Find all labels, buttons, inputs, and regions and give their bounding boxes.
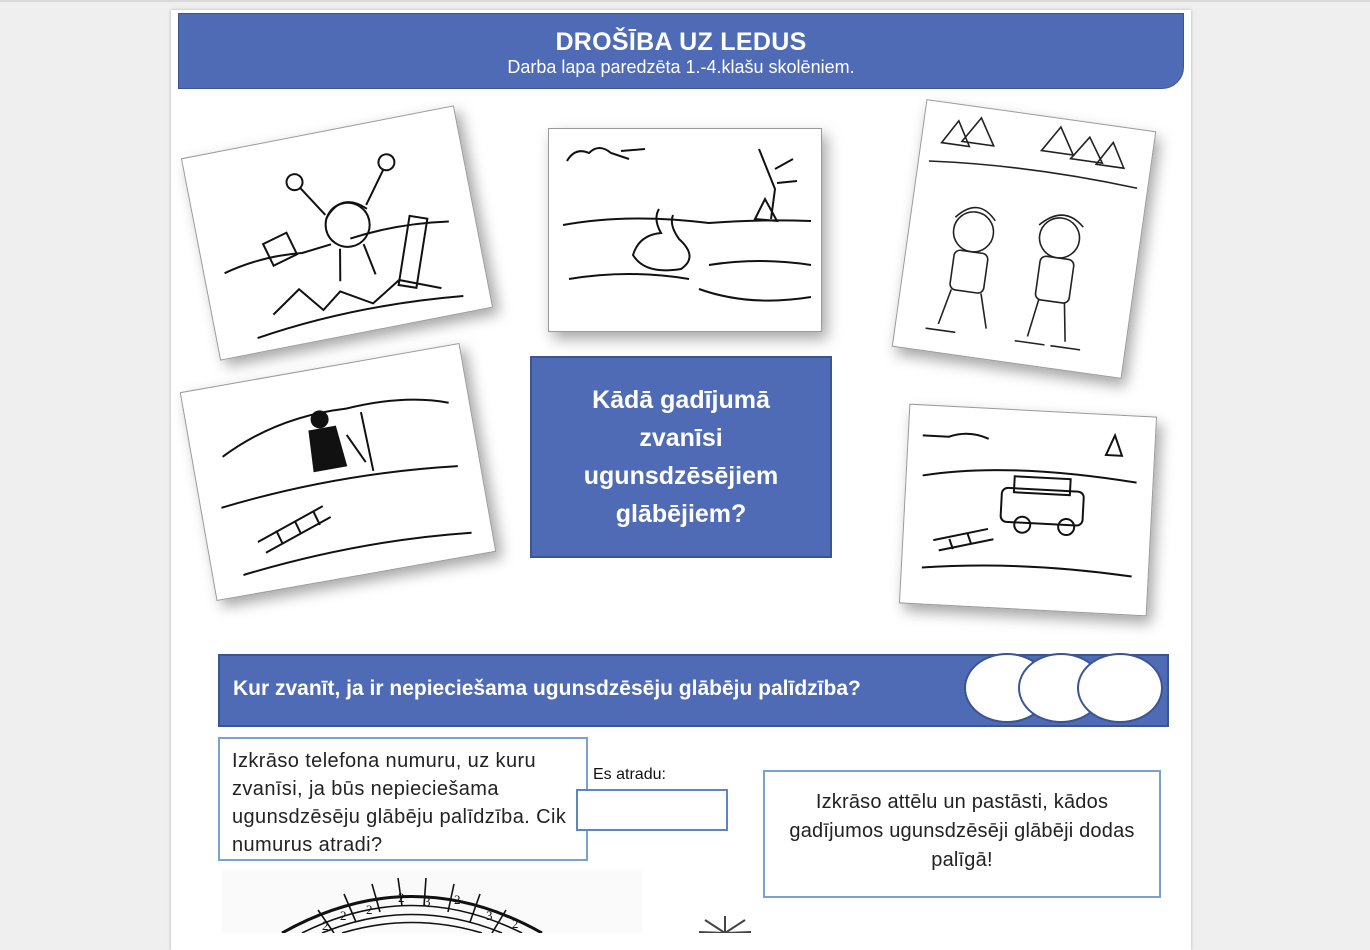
worksheet-subtitle: Darba lapa paredzēta 1.-4.klašu skolēniem. bbox=[507, 57, 855, 77]
mosaic-digit: 2 bbox=[398, 890, 405, 905]
picture-skating-children bbox=[892, 99, 1157, 379]
mosaic-digit: 2 bbox=[340, 908, 347, 923]
picture-swan-lake bbox=[548, 128, 822, 332]
where-to-call-banner bbox=[218, 654, 1169, 727]
color-picture-task: Izkrāso attēlu un pastāsti, kādos gadījumos ugunsdzēsēji glābēji dodas palīgā! bbox=[763, 770, 1161, 898]
mosaic-digit: 2 bbox=[322, 918, 329, 933]
worksheet-title: DROŠĪBA UZ LEDUS bbox=[555, 28, 807, 56]
picture-car-on-ice bbox=[899, 404, 1157, 617]
number-mosaic-puzzle bbox=[222, 870, 642, 933]
mosaic-digit: 3 bbox=[486, 908, 493, 923]
window-top-border bbox=[0, 0, 1370, 2]
worksheet-header bbox=[178, 13, 1184, 89]
mosaic-digit: 2 bbox=[454, 892, 461, 907]
mosaic-digit: 2 bbox=[512, 916, 519, 931]
where-to-call-text: Kur zvanīt, ja ir nepieciešama ugunsdzēsēju glābēju palīdzība? bbox=[233, 677, 861, 700]
mosaic-digit: 3 bbox=[424, 894, 431, 909]
answer-circle-3[interactable] bbox=[1077, 653, 1163, 723]
call-situation-question: Kādā gadījumā zvanīsi ugunsdzēsējiem glābējiem? bbox=[530, 356, 832, 558]
found-count-input[interactable] bbox=[576, 789, 728, 831]
sun-rays-drawing bbox=[695, 912, 755, 933]
phone-number-task: Izkrāso telefona numuru, uz kuru zvanīsi, ja būs nepieciešama ugunsdzēsēju glābēju palīdzība. Cik numurus atradi? bbox=[218, 737, 588, 861]
found-count-label: Es atradu: bbox=[593, 766, 666, 783]
mosaic-digit: 2 bbox=[366, 902, 373, 917]
